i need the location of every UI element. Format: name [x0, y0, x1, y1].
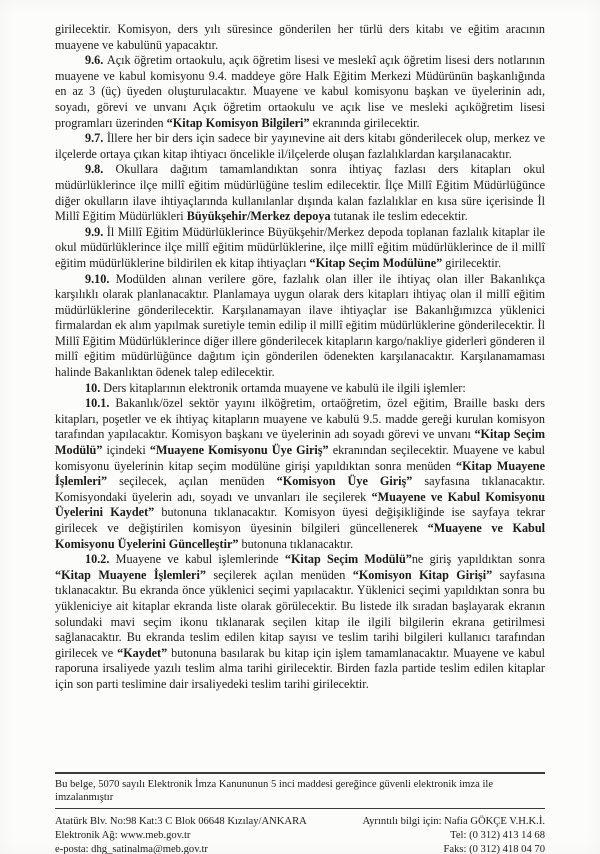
paragraph-text: ekranında girilecektir.: [309, 115, 420, 130]
paragraph-bold-text: “Kitap Muayene İşlemleri”: [55, 567, 206, 582]
paragraph-bold-text: “Muayene Komisyonu Üye Giriş”: [149, 443, 329, 458]
address-line: Atatürk Blv. No:98 Kat:3 C Blok 06648 Kızılay/ANKARA: [55, 816, 307, 827]
paragraph-bold-text: “Muayene ve Kabul Komisyonu Üyelerini Güncelleştir”: [55, 521, 546, 551]
paragraph: [55, 396, 545, 552]
document-body: [55, 22, 545, 693]
paragraph-text: butonuna basılarak bu kitap için işlem tamamlanacaktır. Muayene ve kabul raporuna irsaliyede yazılı teslim alma tarihi girilecektir. Birden fazla partide teslim edilen kitaplar için son parti teslimine dair irsaliyedeki teslim tarihi girilecektir.: [55, 645, 546, 691]
paragraph-bold-text: 9.9.: [85, 224, 107, 239]
paragraph-bold-text: “Kitap Muayene İşlemleri”: [55, 458, 545, 489]
paragraph-text: girilecektir.: [442, 255, 502, 270]
paragraph-bold-text: “Kitap Seçim Modülü”: [55, 427, 545, 458]
paragraph-bold-text: 10.2.: [85, 552, 116, 567]
paragraph: [55, 22, 545, 53]
paragraph-bold-text: 10.: [85, 380, 104, 395]
paragraph: [55, 131, 545, 162]
tel-line: Tel: (0 312) 413 14 68: [450, 830, 545, 841]
address-column-left: [55, 815, 307, 854]
paragraph: [55, 53, 545, 131]
email-line: e-posta: dhg_satinalma@meb.gov.tr: [55, 844, 208, 854]
paragraph-text: Ders kitaplarının elektronik ortamda muayene ve kabulü ile ilgili işlemler:: [103, 380, 466, 395]
paragraph-bold-text: 9.10.: [85, 271, 116, 286]
electronic-signature-note: Bu belge, 5070 sayılı Elektronik İmza Kanununun 5 inci maddesi gereğince güvenli elektronik imza ile imzalanmıştır: [55, 779, 494, 803]
paragraph-bold-text: 10.1.: [85, 396, 116, 411]
paragraph: [55, 552, 545, 692]
paragraph-text: Modülden alınan verilere göre, fazlalık olan iller ile ihtiyaç olan iller Bakanlıkça karşılıklı olarak planlanacaktır. Planlamaya uygun olarak ders kitapları ihtiyaç olan il millî eğitim müdürlüklerine gönderilecektir. Karşılanamayan ilave ihtiyaçlar ise Bakanlığımızca yüklenici firmalardan ek alım yapılmak suretiyle temin edilip il millî eğitim müdürlüklerine gönderilecektir. İl Millî Eğitim Müdürlüklerince diğer illere gönderilecek kitapların kargo/nakliye giderleri gönderen il millî eğitim müdürlüğünce dağıtım için gönderilen ödenekten karşılanacaktır. Karşılanamaması halinde Bakanlıktan ödenek talep edilecektir.: [55, 271, 545, 380]
paragraph: [55, 225, 545, 272]
footer-divider-top: [55, 772, 545, 774]
paragraph-text: içindeki: [102, 443, 150, 458]
paragraph: [55, 381, 545, 397]
paragraph-bold-text: 9.7.: [85, 131, 107, 146]
address-block: [55, 815, 545, 854]
paragraph-bold-text: 9.8.: [85, 162, 116, 177]
paragraph-text: butonuna tıklanacaktır. Komisyon üyesi değişikliğinde ise sayfaya tekrar girilecek ve değiştirilen komisyon üyesinin bilgileri güncellenerek: [55, 505, 545, 535]
paragraph-text: Muayene ve kabul işlemlerinde: [115, 552, 285, 567]
paragraph-text: İllere her bir ders için sadece bir yayınevine ait ders kitabı gönderilecek olup, merkez ve ilçelerde ortaya çıkan kitap ihtiyacı öncelikle il/ilçelerde oluşan fazlalıklardan karşılanacaktır.: [55, 131, 545, 161]
paragraph-text: seçilecek, açılan menüden: [107, 474, 277, 489]
paragraph-bold-text: “Muayene ve Kabul Komisyonu Üyelerini Kaydet”: [55, 489, 545, 520]
paragraph-text: sayfasına tıklanacaktır. Komisyondaki üyelerin adı, soyadı ve unvanları ile seçilerek: [55, 474, 545, 504]
contact-line: Ayrıntılı bilgi için: Nafia GÖKÇE V.H.K.İ.: [362, 816, 545, 827]
address-column-right: [362, 815, 545, 854]
paragraph-bold-text: “Komisyon Üye Giriş”: [276, 474, 413, 489]
paragraph-bold-text: “Kitap Seçim Modülüne”: [309, 255, 443, 270]
paragraph-text: Okullara dağıtım tamamlandıktan sonra ihtiyaç fazlası ders kitapları okul müdürlüklerince ilçe millî eğitim müdürlüğüne teslim edilecektir. İlçe Millî Eğitim Müdürlüğünce diğer okulların ilave ihtiyaçlarında kullanılanlar dışında kalan fazlalıklar en kısa süre içerisinde İl Millî Eğitim Müdürlükleri: [55, 162, 545, 224]
paragraph-bold-text: “Kaydet”: [117, 645, 168, 660]
paragraph-text: sayfasına tıklanacaktır. Bu ekranda önce yüklenici seçimi yapılacaktır. Yüklenici seçimi yapıldıktan sonra bu yükleniciye ait kitaplar ekranda liste olarak görülecektir. Bu listede ilk sıradan başlayarak ekranın solundaki mavi seçim ikonu tıklanarak seçilen kitap ile ilgili bilgilerin ekrana getirilmesi sağlanacaktır. Bu ekranda teslim edilen kitap sayısı ve teslim tarihi bilgileri kullanıcı tarafından girilecek ve: [55, 567, 545, 660]
paragraph-text: seçilerek açılan menüden: [205, 567, 353, 582]
paragraph-bold-text: 9.6.: [85, 53, 107, 68]
paragraph-text: ne giriş yapıldıktan sonra: [411, 552, 546, 567]
web-line: Elektronik Ağ: www.meb.gov.tr: [55, 830, 191, 841]
paragraph: [55, 162, 545, 224]
paragraph-text: tutanak ile teslim edecektir.: [330, 209, 468, 224]
paragraph-bold-text: “Kitap Komisyon Bilgileri”: [166, 115, 310, 130]
paragraph-text: Açık öğretim ortaokulu, açık öğretim lisesi ve meslekî açık öğretim lisesi ders notlarının muayene ve kabul komisyonu 9.4. maddeye göre Halk Eğitim Merkezi Müdürünün başkanlığında en az 3 (üç) üyeden oluşturulacaktır. Muayene ve kabul komisyonu başkan ve üyelerinin adı, soyadı, görevi ve unvanı Açık öğretim ortaokulu ve açık lise ve mesleki açıköğretim lisesi programları üzerinden: [55, 53, 546, 130]
paragraph-bold-text: Büyükşehir/Merkez depoya: [186, 209, 331, 224]
document-footer: [55, 772, 545, 854]
paragraph-text: butonuna tıklanacaktır.: [238, 536, 354, 551]
paragraph-text: girilecektir. Komisyon, ders yılı süresince gönderilen her türlü ders kitabı ve eğitim aracının muayene ve kabulünü yapacaktır.: [55, 22, 545, 52]
footer-divider-bottom: [55, 808, 545, 809]
paragraph-text: Bakanlık/özel sektör yayını ilköğretim, ortaöğretim, özel eğitim, Braille baskı ders kitapları, poşetler ve ek ihtiyaç kitapların muayene ve kabulü 9.5. madde gereği kurulan komisyon tarafından yapılacaktır. Komisyon başkanı ve üyelerinin adı soyadı görevi ve unvanı: [55, 396, 545, 442]
paragraph: [55, 272, 545, 381]
paragraph-text: ekranından seçilecektir. Muayene ve kabul komisyonu üyelerinin kitap seçim modülüne girişi yapıldıktan sonra menüden: [55, 443, 545, 473]
fax-line: Faks: (0 312) 418 04 70: [443, 844, 545, 854]
paragraph-text: İl Millî Eğitim Müdürlüklerince Büyükşehir/Merkez depoda toplanan fazlalık kitaplar ile okul müdürlüklerince ilçe millî eğitim müdürlüklerine, ilçe millî eğitim müdürlüklerince de il millî eğitim müdürlüklerine bildirilen ek kitap ihtiyaçları: [55, 224, 546, 270]
paragraph-bold-text: “Kitap Seçim Modülü”: [284, 552, 412, 567]
paragraph-bold-text: “Komisyon Kitap Girişi”: [352, 567, 493, 582]
